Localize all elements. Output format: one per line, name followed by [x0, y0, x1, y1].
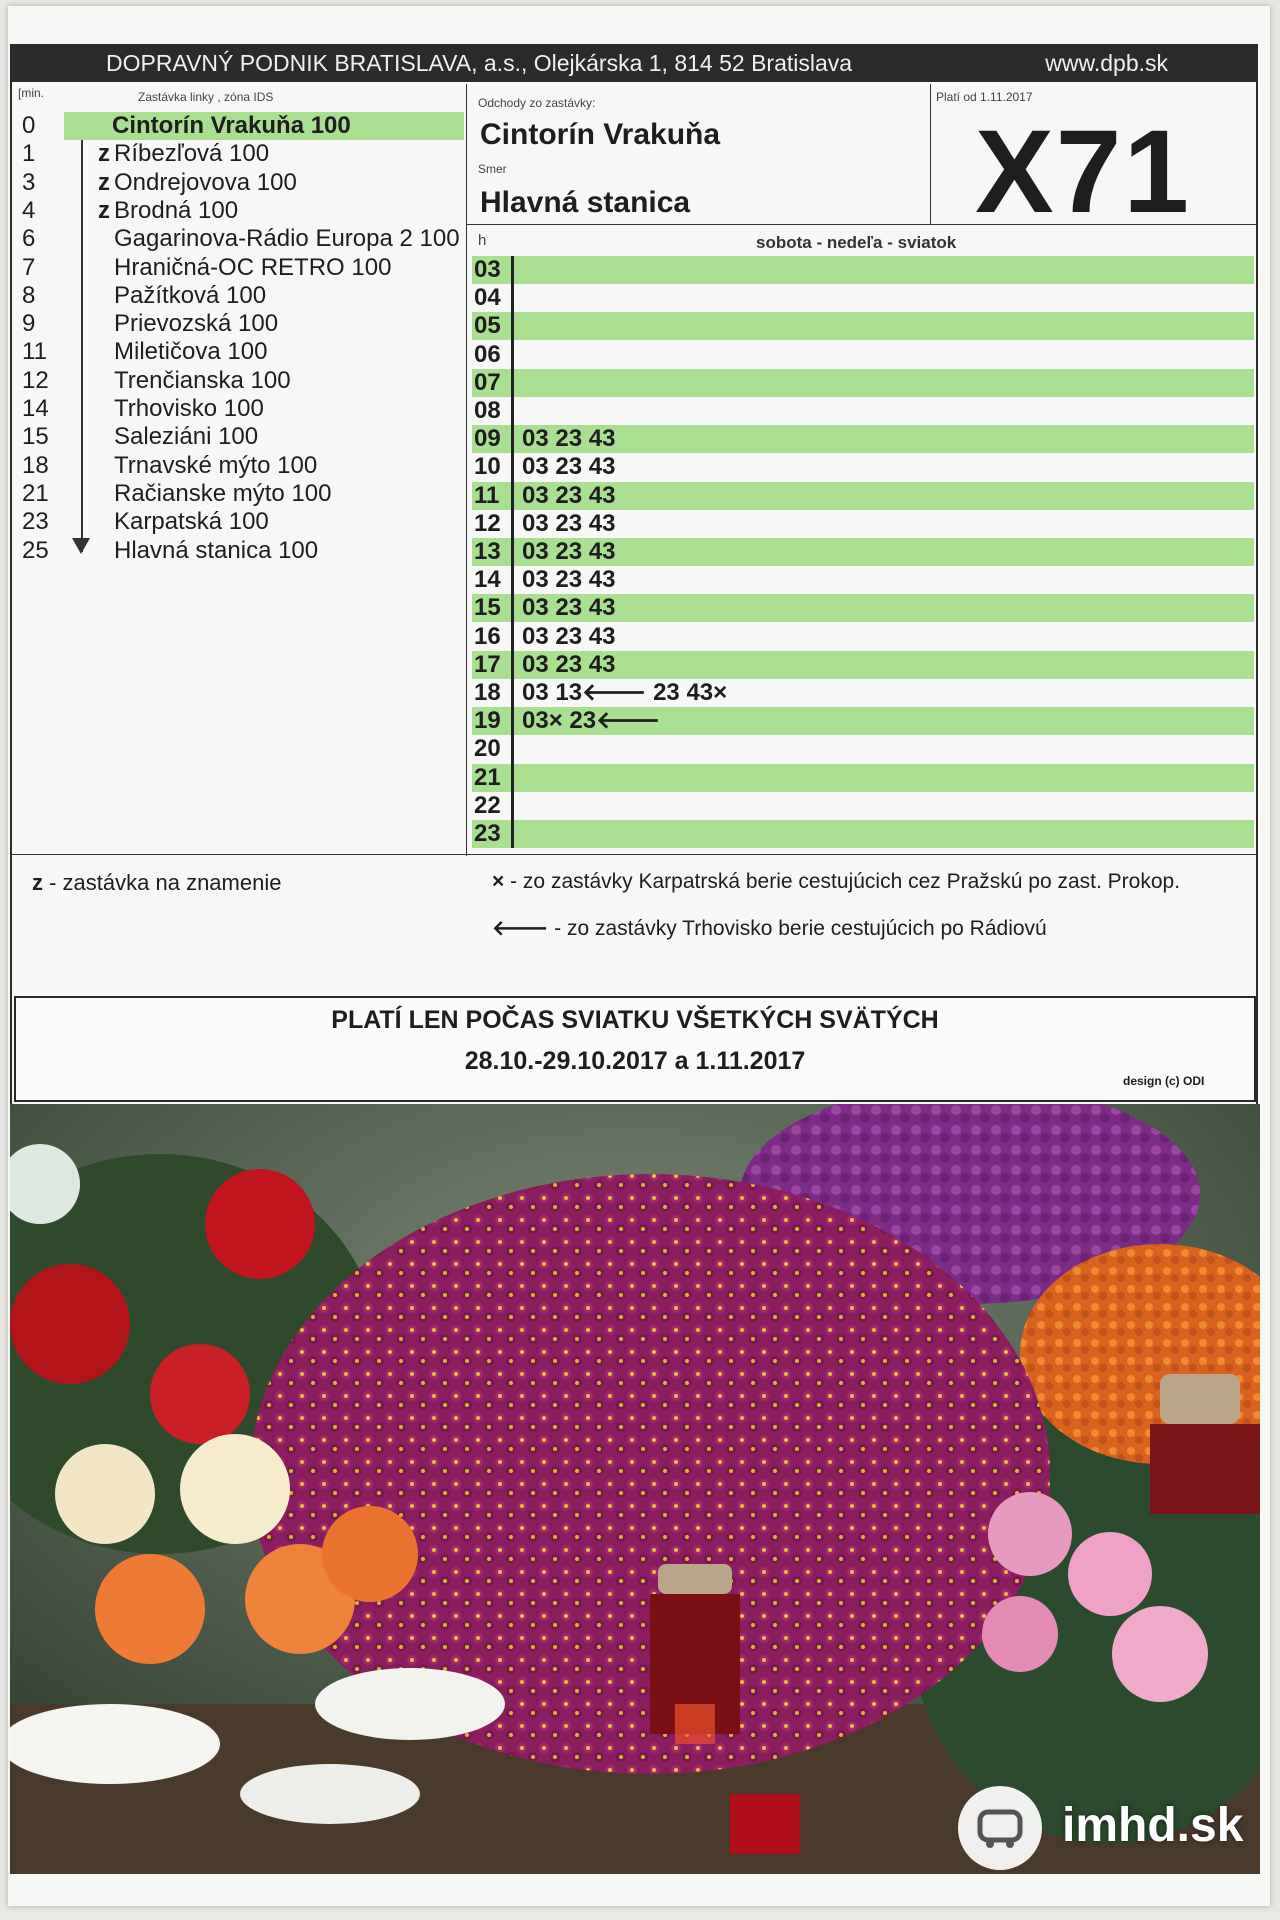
timetable-minutes: 03 23 43 [522, 481, 616, 509]
minutes-header: [min. [18, 86, 45, 100]
timetable-row [472, 341, 1254, 369]
stop-item [14, 395, 464, 423]
timetable-hour: 18 [474, 679, 501, 706]
timetable-row [472, 284, 1254, 312]
timetable-row [472, 764, 1254, 792]
stop-name: Cintorín Vrakuňa 100 [112, 112, 351, 139]
timetable-minutes: 03 23 43 [522, 566, 616, 594]
stop-minute: 6 [22, 225, 36, 253]
stop-item [14, 225, 464, 253]
stop-name: Hlavná stanica 100 [114, 536, 319, 564]
timetable-minutes: 03 23 43 [522, 622, 616, 650]
timetable-row [472, 651, 1254, 679]
timetable-row [472, 735, 1254, 763]
timetable-row [472, 792, 1254, 820]
hour-separator [511, 256, 514, 848]
stop-item [14, 423, 464, 451]
timetable-hour: 08 [474, 397, 501, 424]
stop-name: Saleziáni 100 [114, 423, 259, 451]
timetable-hour: 14 [474, 566, 501, 594]
stop-request-marker: z [98, 140, 110, 168]
stop-name: Ríbezľová 100 [114, 140, 270, 168]
timetable-hour: 20 [474, 735, 501, 763]
stop-minute: 9 [22, 310, 36, 338]
timetable-minutes: 03 23 43 [522, 425, 616, 453]
timetable-minutes: 03 23 43 [522, 650, 616, 678]
stop-name: Račianske mýto 100 [114, 479, 332, 507]
legend-z [32, 870, 281, 896]
timetable-hour: 10 [474, 453, 501, 481]
imhd-watermark [952, 1786, 1252, 1876]
stop-name: Trenčianska 100 [114, 366, 291, 394]
stop-name: Gagarinova-Rádio Europa 2 100 [114, 225, 460, 253]
flowers-illustration [10, 1104, 1260, 1874]
divider-route [930, 84, 931, 224]
timetable-row [472, 369, 1254, 397]
stop-item [14, 367, 464, 395]
stop-minute: 14 [22, 395, 49, 422]
direction-name: Hlavná stanica [480, 186, 691, 219]
legend-z-symbol: z [32, 870, 43, 895]
legend-arrow [492, 916, 1047, 941]
imhd-logo-icon [958, 1786, 1042, 1870]
timetable-hour: 07 [474, 368, 501, 396]
stop-name: Prievozská 100 [114, 310, 279, 338]
stop-name: Trhovisko 100 [114, 395, 264, 422]
stop-minute: 15 [22, 423, 49, 451]
stop-minute: 25 [22, 536, 49, 564]
timetable-minutes: 03 23 43 [522, 594, 616, 622]
stop-item [14, 254, 464, 282]
timetable-hour: 12 [474, 509, 501, 537]
timetable-row [472, 453, 1254, 481]
timetable-row [472, 679, 1254, 707]
stop-item [14, 169, 464, 197]
legend-x-symbol: × [492, 870, 505, 893]
timetable-hour: 19 [474, 707, 501, 735]
timetable-row [472, 256, 1254, 284]
timetable-hour: 23 [474, 820, 501, 847]
timetable-row [472, 623, 1254, 651]
stop-item [14, 537, 464, 565]
station-name: Cintorín Vrakuňa [480, 118, 721, 151]
legend-arrow-text: - zo zastávky Trhovisko berie cestujúcich po Rádiovú [548, 917, 1047, 940]
timetable-minutes: 03 23 43 [522, 453, 616, 481]
stop-name: Brodná 100 [114, 196, 239, 224]
timetable-hour: 15 [474, 594, 501, 622]
stop-item [14, 452, 464, 480]
stop-minute: 0 [22, 112, 36, 139]
flowers-photo [10, 1104, 1260, 1874]
timetable-hour: 16 [474, 622, 501, 650]
watermark-text: imhd.sk [1062, 1799, 1244, 1852]
stop-item [14, 338, 464, 366]
stop-item [14, 140, 464, 168]
timetable-hour: 17 [474, 650, 501, 678]
header-bar [10, 44, 1258, 82]
stop-request-marker: z [98, 168, 110, 196]
divider-stops [466, 84, 467, 856]
direction-label: Smer [478, 162, 507, 176]
timetable-row [472, 425, 1254, 453]
stop-item [22, 112, 464, 140]
stop-minute: 8 [22, 281, 36, 309]
stop-item [14, 508, 464, 536]
stop-item [14, 282, 464, 310]
stop-minute: 11 [22, 338, 47, 366]
timetable-row [472, 312, 1254, 340]
legend-x [492, 870, 1180, 894]
timetable-hour: 22 [474, 791, 501, 819]
stop-item [14, 197, 464, 225]
timetable-hour: 11 [474, 481, 500, 509]
day-type: sobota - nedeľa - sviatok [756, 233, 957, 252]
stop-minute: 21 [22, 479, 49, 507]
timetable-row [472, 707, 1254, 735]
timetable-minutes: 03× 23🡐 [522, 707, 661, 735]
stop-name: Hraničná-OC RETRO 100 [114, 253, 392, 281]
stop-item [14, 480, 464, 508]
stop-minute: 23 [22, 508, 49, 536]
legend-x-text: - zo zastávky Karpatrská berie cestujúcich cez Pražskú po zast. Prokop. [504, 870, 1181, 893]
timetable-minutes: 03 13🡐 23 43× [522, 679, 728, 706]
timetable-minutes: 03 23 43 [522, 509, 616, 537]
timetable-row [472, 482, 1254, 510]
stop-minute: 7 [22, 253, 36, 281]
stop-name: Pažítková 100 [114, 281, 267, 309]
timetable-row [472, 397, 1254, 425]
timetable-hour: 05 [474, 312, 501, 340]
stop-minute: 4 [22, 196, 36, 224]
valid-from-label: Platí od 1.11.2017 [936, 90, 1033, 104]
stop-minute: 3 [22, 168, 36, 196]
legend-z-text: - zastávka na znamenie [43, 870, 282, 895]
route-number: X71 [975, 106, 1191, 238]
notice-title: PLATÍ LEN POČAS SVIATKU VŠETKÝCH SVÄTÝCH [331, 1006, 939, 1034]
stop-item [14, 310, 464, 338]
stop-request-marker: z [98, 196, 110, 224]
stop-minute: 1 [22, 140, 36, 168]
design-credit: design (c) ODI [1123, 1074, 1205, 1088]
stop-minute: 12 [22, 366, 49, 394]
stop-name: Karpatská 100 [114, 508, 269, 536]
timetable-row [472, 566, 1254, 594]
departures-label: Odchody zo zastávky: [478, 96, 596, 110]
timetable-hour: 06 [474, 340, 501, 368]
notice-box [14, 996, 1256, 1102]
divider-legend [10, 854, 1256, 855]
timetable-row [472, 538, 1254, 566]
stops-header: Zastávka linky , zóna IDS [138, 90, 274, 104]
timetable-row [472, 510, 1254, 538]
timetable-minutes: 03 23 43 [522, 538, 616, 565]
stop-name: Trnavské mýto 100 [114, 451, 318, 479]
timetable-row [472, 820, 1254, 848]
timetable-hour: 09 [474, 425, 501, 453]
stop-name: Ondrejovova 100 [114, 168, 297, 196]
stop-name: Miletičova 100 [114, 338, 268, 366]
hour-label: h [478, 232, 487, 249]
website-link: www.dpb.sk [1045, 50, 1168, 76]
notice-dates: 28.10.-29.10.2017 a 1.11.2017 [464, 1047, 806, 1075]
timetable-hour: 13 [474, 538, 501, 565]
company-name: DOPRAVNÝ PODNIK BRATISLAVA, a.s., Olejkárska 1, 814 52 Bratislava [106, 50, 853, 76]
timetable-row [472, 594, 1254, 622]
timetable-hour: 21 [474, 763, 501, 791]
legend-arrow-symbol: 🡐 [492, 917, 549, 940]
timetable-hour: 04 [474, 284, 501, 312]
stop-minute: 18 [22, 451, 49, 479]
timetable-hour: 03 [474, 256, 501, 283]
